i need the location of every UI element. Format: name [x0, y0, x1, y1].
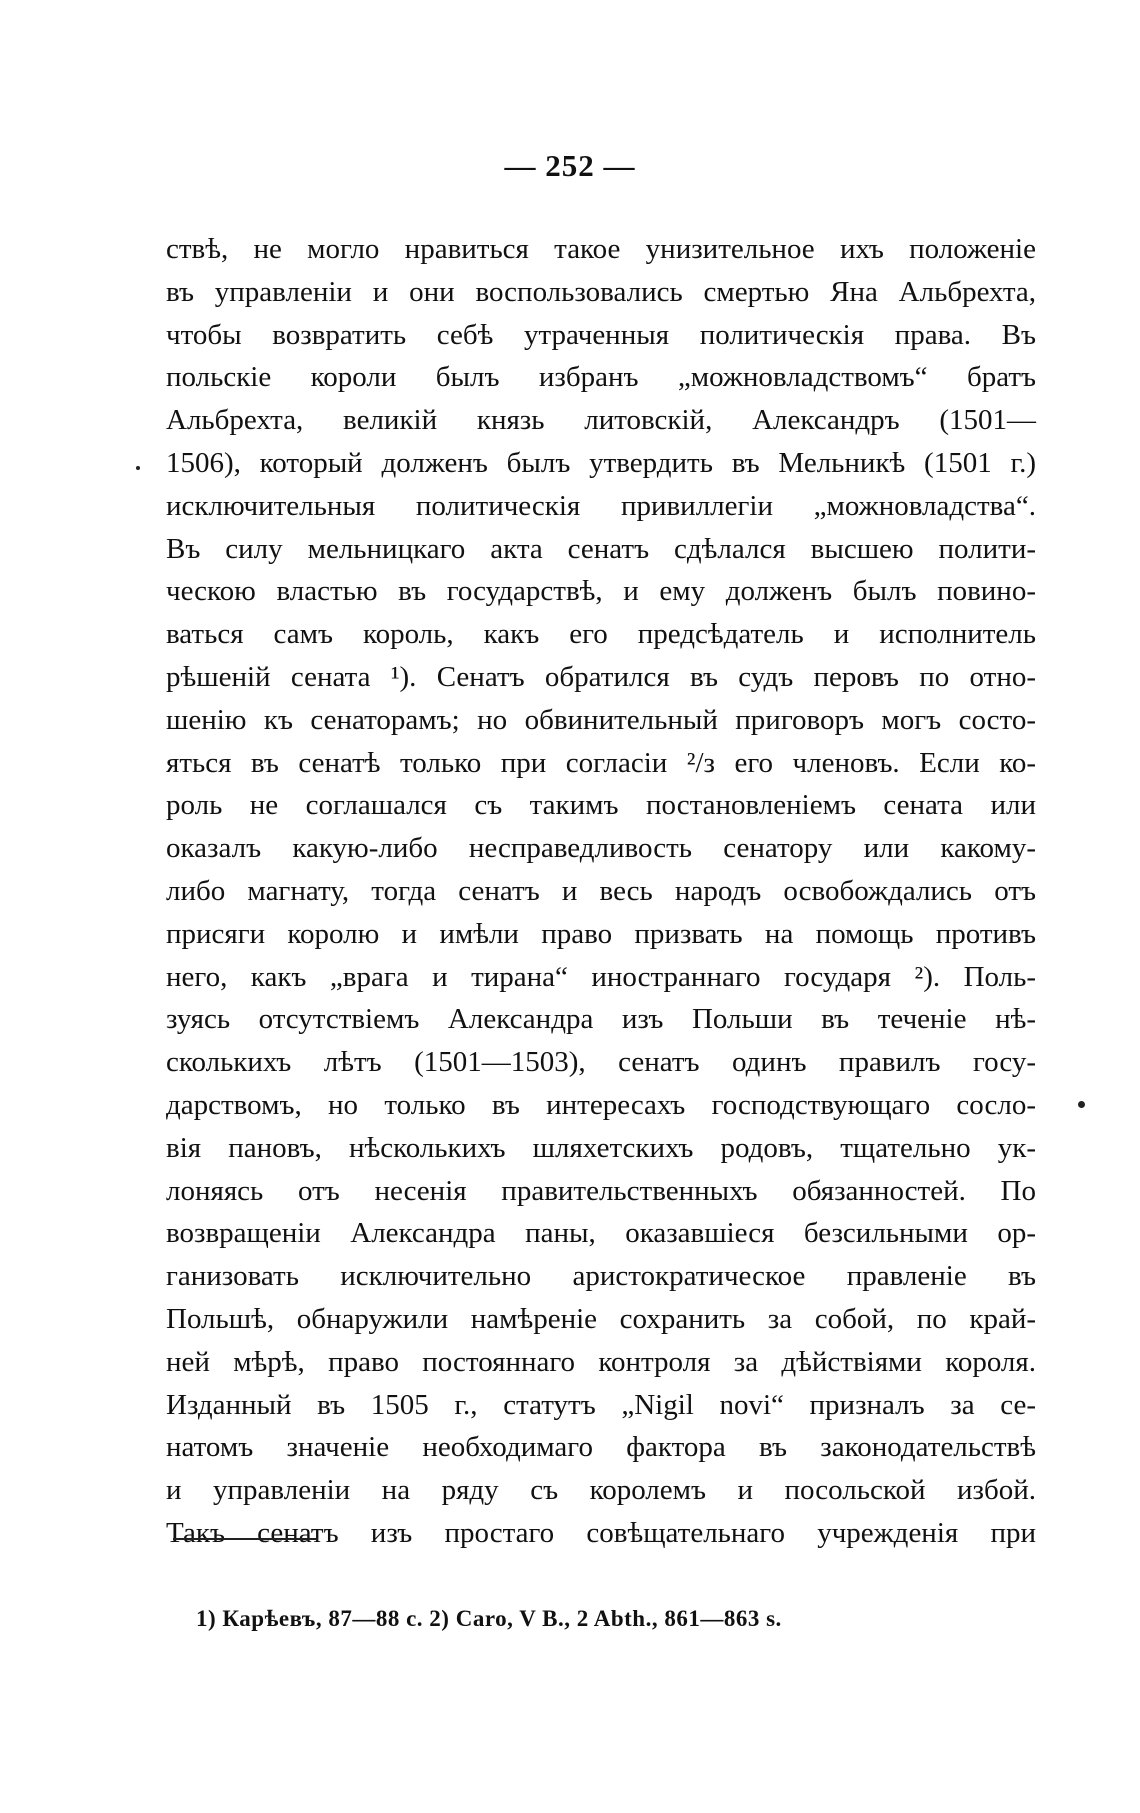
- text-line: рѣшеній сената ¹). Сенатъ обратился въ судъ перовъ по отно-: [166, 660, 1036, 693]
- text-line: яться въ сенатѣ только при согласіи ²/з его членовъ. Если ко-: [166, 746, 1036, 779]
- text-line: него, какъ „врага и тирана“ иностраннаго государя ²). Поль-: [166, 960, 1036, 993]
- footnote-divider: [173, 1538, 318, 1540]
- text-line: ствѣ, не могло нравиться такое унизительное ихъ положеніе: [166, 233, 1036, 265]
- margin-mark-left: [136, 466, 140, 470]
- text-line: Такъ сенатъ изъ простаго совѣщательнаго учрежденія при: [166, 1516, 1036, 1549]
- text-line: польскіе короли былъ избранъ „можновладствомъ“ братъ: [166, 361, 1036, 394]
- text-line: лоняясь отъ несенія правительственныхъ обязанностей. По: [166, 1174, 1036, 1207]
- text-line: оказалъ какую-либо несправедливость сенатору или какому-: [166, 832, 1036, 865]
- text-line: исключительныя политическія привиллегіи „можновладства“.: [166, 489, 1036, 522]
- text-line: сколькихъ лѣтъ (1501—1503), сенатъ одинъ правилъ госу-: [166, 1046, 1036, 1079]
- text-line: ческою властью въ государствѣ, и ему долженъ былъ повино-: [166, 575, 1036, 608]
- text-line: вія пановъ, нѣсколькихъ шляхетскихъ родовъ, тщательно ук-: [166, 1131, 1036, 1164]
- footnotes: 1) Карѣевъ, 87—88 с. 2) Caro, V B., 2 Abth., 861—863 s.: [196, 1606, 782, 1631]
- text-line: чтобы возвратить себѣ утраченныя политическія права. Въ: [166, 318, 1036, 351]
- text-line: возвращеніи Александра паны, оказавшіеся безсильными ор-: [166, 1217, 1036, 1250]
- text-line: ваться самъ король, какъ его предсѣдатель и исполнитель: [166, 618, 1036, 651]
- text-line: Альбрехта, великій князь литовскій, Александръ (1501—: [166, 404, 1036, 437]
- text-line: зуясь отсутствіемъ Александра изъ Польши въ теченіе нѣ-: [166, 1003, 1036, 1036]
- text-line: Изданный въ 1505 г., статутъ „Nigil novi“ призналъ за се-: [166, 1388, 1036, 1421]
- text-line: ганизовать исключительно аристократическое правленіе въ: [166, 1260, 1036, 1293]
- text-line: роль не соглашался съ такимъ постановленіемъ сената или: [166, 789, 1036, 822]
- text-line: шенію къ сенаторамъ; но обвинительный приговоръ могъ состо-: [166, 703, 1036, 736]
- text-line: 1506), который долженъ былъ утвердить въ Мельникѣ (1501 г.): [166, 446, 1036, 479]
- body-text: [166, 228, 1036, 1555]
- text-line: Польшѣ, обнаружили намѣреніе сохранить за собой, по край-: [166, 1302, 1036, 1335]
- text-line: дарствомъ, но только въ интересахъ господствующаго сосло-: [166, 1088, 1036, 1121]
- text-line: и управленіи на ряду съ королемъ и посольской избой.: [166, 1474, 1036, 1507]
- page-number: — 252 —: [504, 148, 636, 183]
- text-line: либо магнату, тогда сенатъ и весь народъ освобождались отъ: [166, 874, 1036, 907]
- text-line: натомъ значеніе необходимаго фактора въ законодательствѣ: [166, 1431, 1036, 1464]
- text-line: ней мѣрѣ, право постояннаго контроля за дѣйствіями короля.: [166, 1345, 1036, 1378]
- text-line: присяги королю и имѣли право призвать на помощь противъ: [166, 917, 1036, 950]
- text-line: въ управленіи и они воспользовались смертью Яна Альбрехта,: [166, 275, 1036, 308]
- text-line: Въ силу мельницкаго акта сенатъ сдѣлался высшею полити-: [166, 532, 1036, 565]
- margin-mark-right: [1078, 1101, 1085, 1108]
